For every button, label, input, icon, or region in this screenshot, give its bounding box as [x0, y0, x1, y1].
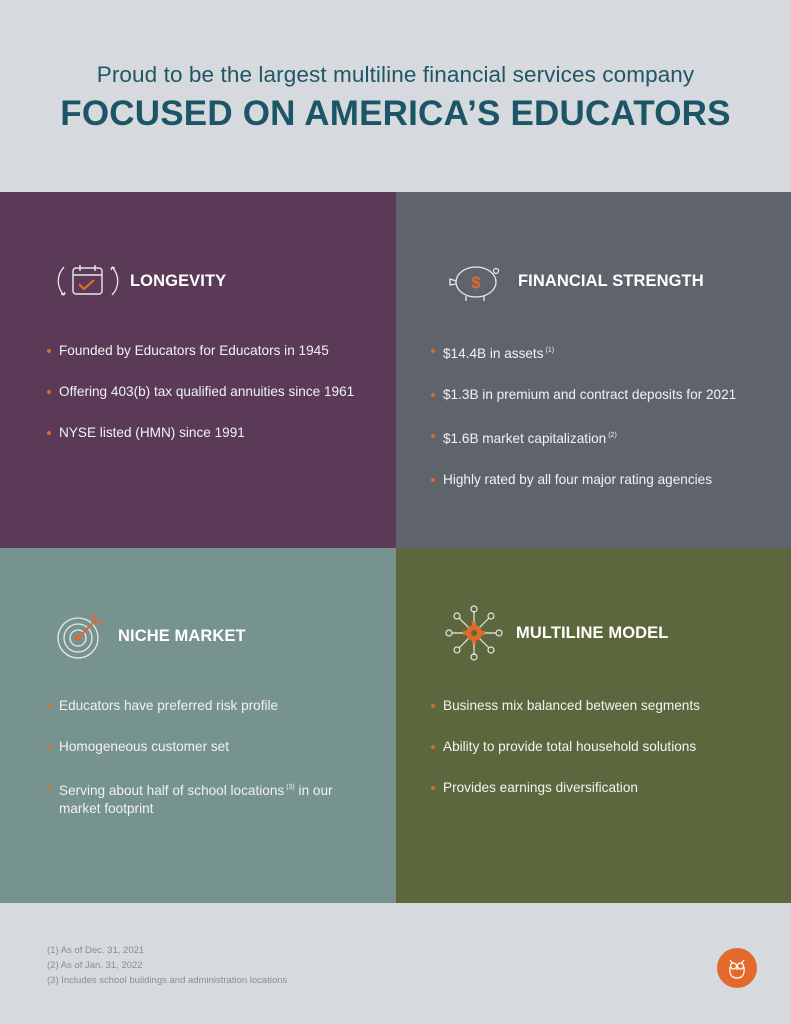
- footnote: (3) Includes school buildings and administration locations: [47, 975, 288, 986]
- panel-longevity: [0, 192, 396, 548]
- bullet-list: [431, 342, 736, 512]
- list-item: Ability to provide total household solutions: [431, 738, 700, 756]
- owl-logo-icon: [717, 948, 757, 988]
- network-gear-icon: [442, 609, 506, 657]
- list-item: Offering 403(b) tax qualified annuities since 1961: [47, 383, 354, 401]
- piggy-bank-icon: [444, 257, 508, 305]
- bullet-list: [431, 697, 700, 820]
- panel-title: MULTILINE MODEL: [516, 623, 669, 642]
- bullet-list: [47, 697, 333, 841]
- list-item: Provides earnings diversification: [431, 779, 700, 797]
- header: [0, 0, 791, 192]
- footnote: (2) As of Jan. 31, 2022: [47, 960, 143, 971]
- list-item: Highly rated by all four major rating agencies: [431, 471, 736, 489]
- list-item: Founded by Educators for Educators in 1945: [47, 342, 354, 360]
- list-item: $1.3B in premium and contract deposits for 2021: [431, 386, 736, 404]
- list-item: $14.4B in assets $^{(1)}$: [431, 342, 736, 363]
- panel-financial-strength: [396, 192, 791, 548]
- panel-header: [56, 257, 226, 305]
- list-item: NYSE listed (HMN) since 1991: [47, 424, 354, 442]
- footnotes: [47, 943, 287, 988]
- list-item: Homogeneous customer set: [47, 738, 333, 756]
- page-title: FOCUSED ON AMERICA’S EDUCATORS: [60, 94, 731, 133]
- target-icon: [52, 612, 108, 660]
- panel-header: [52, 612, 246, 660]
- footnote: (1) As of Dec. 31, 2021: [47, 945, 145, 956]
- panel-niche-market: [0, 548, 396, 903]
- bullet-list: [47, 342, 354, 465]
- list-item: Serving about half of school locations $^{(3)}$ in our market footprint: [47, 779, 333, 818]
- list-item: Business mix balanced between segments: [431, 697, 700, 715]
- panel-multiline-model: [396, 548, 791, 903]
- panel-title: LONGEVITY: [130, 271, 227, 290]
- panel-title: NICHE MARKET: [118, 626, 246, 645]
- list-item: $1.6B market capitalization $^{(2)}$: [431, 427, 736, 448]
- panel-header: [444, 257, 704, 305]
- calendar-check-icon: [56, 257, 120, 305]
- panel-title: FINANCIAL STRENGTH: [518, 271, 704, 290]
- svg-text:$: $: [471, 273, 481, 292]
- list-item: Educators have preferred risk profile: [47, 697, 333, 715]
- panel-header: [442, 609, 668, 657]
- page-subtitle: Proud to be the largest multiline financial services company: [96, 62, 695, 87]
